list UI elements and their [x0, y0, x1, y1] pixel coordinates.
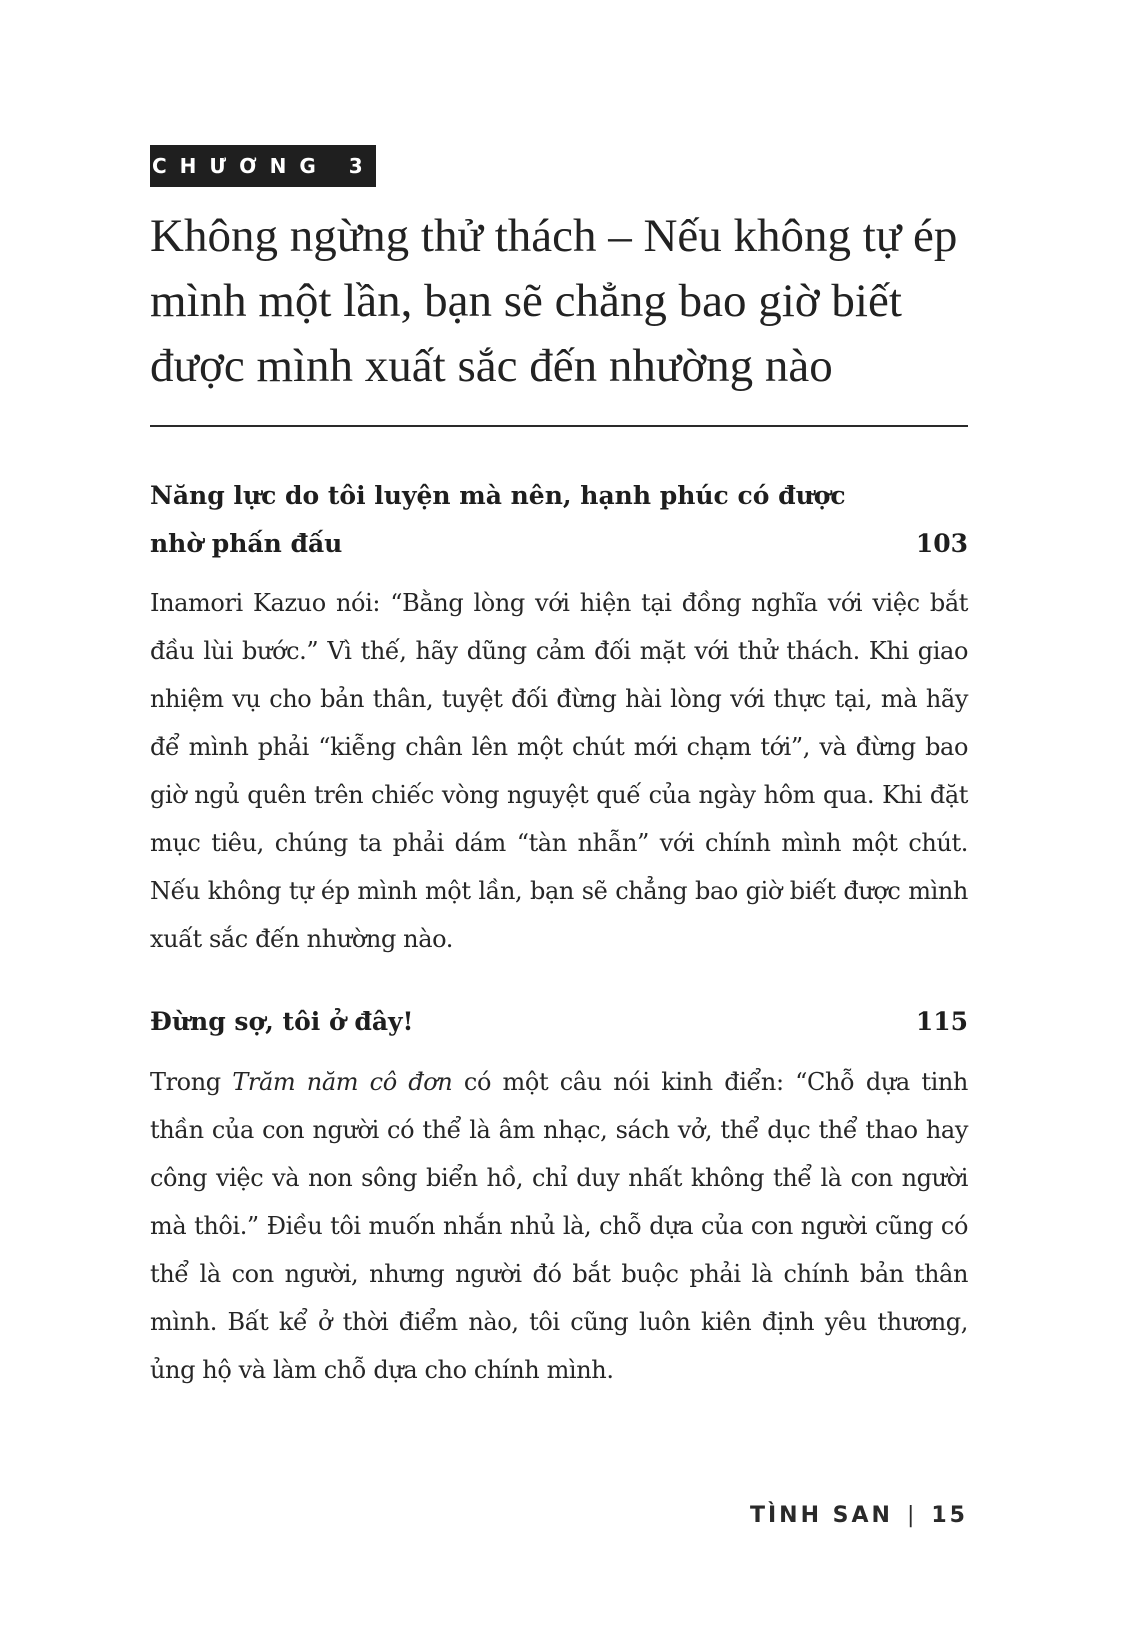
page-footer — [750, 1503, 968, 1528]
footer-page-number: 15 — [931, 1503, 968, 1528]
entry-page-number: 103 — [915, 529, 968, 558]
chapter-label: CHƯƠNG 3 — [150, 145, 376, 187]
entry-heading — [150, 472, 968, 568]
entry-paragraph: Inamori Kazuo nói: “Bằng lòng với hiện tại đồng nghĩa với việc bắt đầu lùi bước.” Vì thế, hãy dũng cảm đối mặt với thử thách. Khi giao nhiệm vụ cho bản thân, tuyệt đối đừng hài lòng với thực tại, mà hãy để mình phải “kiễng chân lên một chút mới chạm tới”, và đừng bao giờ ngủ quên trên chiếc vòng nguyệt quế của ngày hôm qua. Khi đặt mục tiêu, chúng ta phải dám “tàn nhẫn” với chính mình một chút. Nếu không tự ép mình một lần, bạn sẽ chẳng bao giờ biết được mình xuất sắc đến nhường nào. — [150, 589, 968, 953]
entry-title: Năng lực do tôi luyện mà nên, hạnh phúc có được nhờ phấn đấu — [150, 481, 846, 558]
footer-author: TÌNH SAN — [749, 1503, 893, 1528]
book-title-italic: Trăm năm cô đơn — [232, 1068, 453, 1096]
paragraph-text: Trong — [150, 1068, 233, 1096]
title-divider — [150, 425, 968, 427]
entry-paragraph — [150, 1058, 968, 1394]
chapter-title: Không ngừng thử thách – Nếu không tự ép mình một lần, bạn sẽ chẳng bao giờ biết được mình xuất sắc đến nhường nào — [150, 210, 958, 392]
book-page — [150, 0, 968, 1646]
entry-title: Đừng sợ, tôi ở đây! — [150, 1007, 414, 1036]
paragraph-text: có một câu nói kinh điển: “Chỗ dựa tinh thần của con người có thể là âm nhạc, sách vở, thể dục thể thao hay công việc và non sông biển hồ, chỉ duy nhất không thể là con người mà thôi.” Điều tôi muốn nhắn nhủ là, chỗ dựa của con người cũng có thể là con người, nhưng người đó bắt buộc phải là chính bản thân mình. Bất kể ở thời điểm nào, tôi cũng luôn kiên định yêu thương, ủng hộ và làm chỗ dựa cho chính mình. — [150, 1068, 968, 1384]
footer-separator: | — [906, 1503, 918, 1528]
entry-page-number: 115 — [915, 1007, 968, 1036]
entry-heading — [150, 998, 968, 1046]
